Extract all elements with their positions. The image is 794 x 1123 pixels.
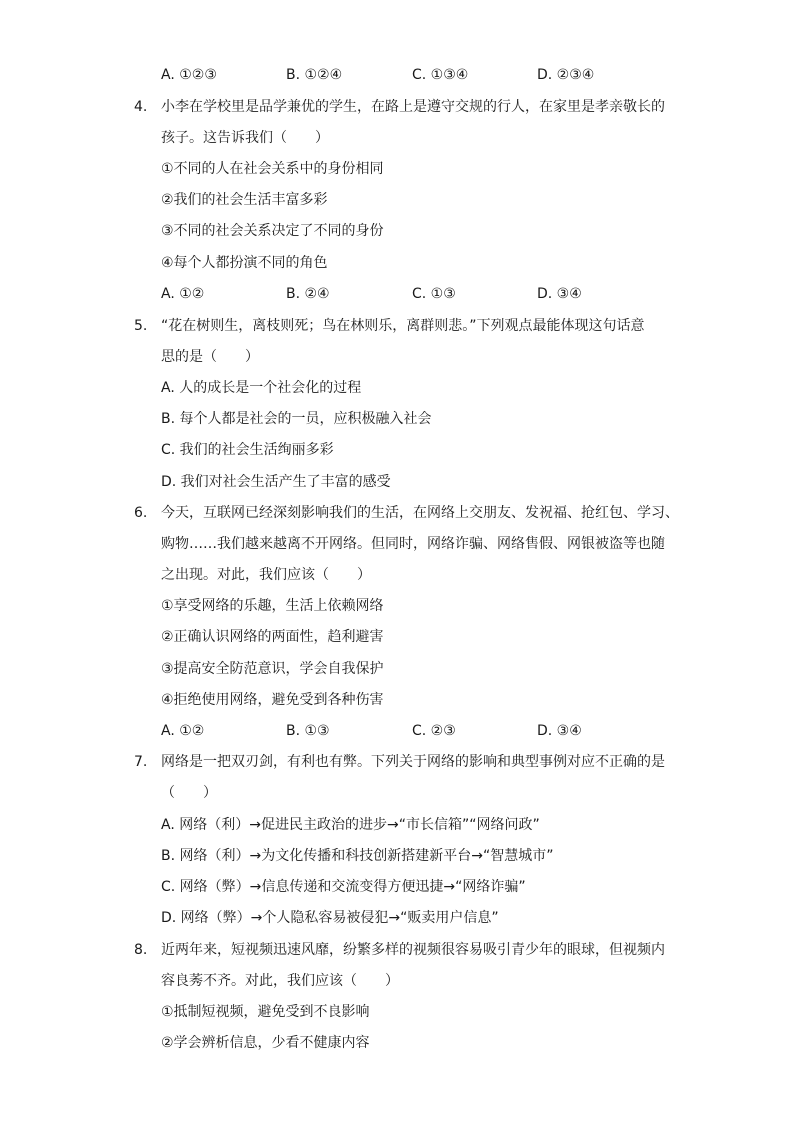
option-c: C. ②③	[412, 723, 456, 739]
option-b: B. 每个人都是社会的一员，应积极融入社会	[161, 411, 432, 427]
statement-item: ③不同的社会关系决定了不同的身份	[161, 223, 384, 239]
option-a: A. ①②③	[161, 67, 217, 83]
question-number: 6.	[134, 505, 148, 521]
option-a: A. ①②	[161, 723, 205, 739]
question-stem-line: 购物……我们越来越离不开网络。但同时，网络诈骗、网络售假、网银被盗等也随	[161, 536, 665, 552]
question-stem-line: 孩子。这告诉我们（ ）	[161, 130, 329, 146]
option-b: B. ②④	[286, 286, 330, 302]
option-c: C. ①③	[412, 286, 456, 302]
statement-item: ①抵制短视频，避免受到不良影响	[161, 1004, 370, 1020]
option-b: B. ①③	[286, 723, 330, 739]
question-stem-line: 思的是（ ）	[161, 349, 259, 365]
question-stem-line: 网络是一把双刃剑，有利也有弊。下列关于网络的影响和典型事例对应不正确的是	[161, 754, 665, 770]
question-stem-line: 小李在学校里是品学兼优的学生，在路上是遵守交规的行人，在家里是孝亲敬长的	[161, 99, 665, 115]
option-a: A. 网络（利）→促进民主政治的进步→“市长信箱”“网络问政”	[161, 817, 540, 833]
question-stem-line: “花在树则生，离枝则死；鸟在林则乐，离群则悲。”下列观点最能体现这句话意	[161, 318, 645, 334]
question-stem-line: 容良莠不齐。对此，我们应该（ ）	[161, 973, 399, 989]
question-number: 8.	[134, 942, 148, 958]
statement-item: ①享受网络的乐趣，生活上依赖网络	[161, 598, 384, 614]
option-c: C. ①③④	[412, 67, 469, 83]
option-a: A. ①②	[161, 286, 205, 302]
option-d: D. 我们对社会生活产生了丰富的感受	[161, 474, 391, 490]
option-c: C. 我们的社会生活绚丽多彩	[161, 442, 334, 458]
option-a: A. 人的成长是一个社会化的过程	[161, 380, 362, 396]
statement-item: ④每个人都扮演不同的角色	[161, 255, 328, 271]
statement-item: ②学会辨析信息，少看不健康内容	[161, 1035, 370, 1051]
question-stem-line: （ ）	[161, 785, 217, 801]
option-b: B. 网络（利）→为文化传播和科技创新搭建新平台→“智慧城市”	[161, 848, 554, 864]
statement-item: ②我们的社会生活丰富多彩	[161, 192, 328, 208]
option-d: D. ③④	[537, 286, 582, 302]
statement-item: ②正确认识网络的两面性，趋利避害	[161, 629, 384, 645]
option-d: D. ③④	[537, 723, 582, 739]
question-number: 7.	[134, 754, 148, 770]
question-stem-line: 今天，互联网已经深刻影响我们的生活，在网络上交朋友、发祝福、抢红包、学习、	[161, 505, 679, 521]
option-c: C. 网络（弊）→信息传递和交流变得方便迅捷→“网络诈骗”	[161, 879, 526, 895]
question-stem-line: 之出现。对此，我们应该（ ）	[161, 567, 371, 583]
question-number: 5.	[134, 318, 148, 334]
statement-item: ③提高安全防范意识，学会自我保护	[161, 661, 384, 677]
question-stem-line: 近两年来，短视频迅速风靡，纷繁多样的视频很容易吸引青少年的眼球，但视频内	[161, 942, 665, 958]
statement-item: ④拒绝使用网络，避免受到各种伤害	[161, 692, 384, 708]
option-d: D. 网络（弊）→个人隐私容易被侵犯→“贩卖用户信息”	[161, 910, 499, 926]
statement-item: ①不同的人在社会关系中的身份相同	[161, 161, 384, 177]
option-b: B. ①②④	[286, 67, 343, 83]
question-number: 4.	[134, 99, 148, 115]
option-d: D. ②③④	[537, 67, 595, 83]
